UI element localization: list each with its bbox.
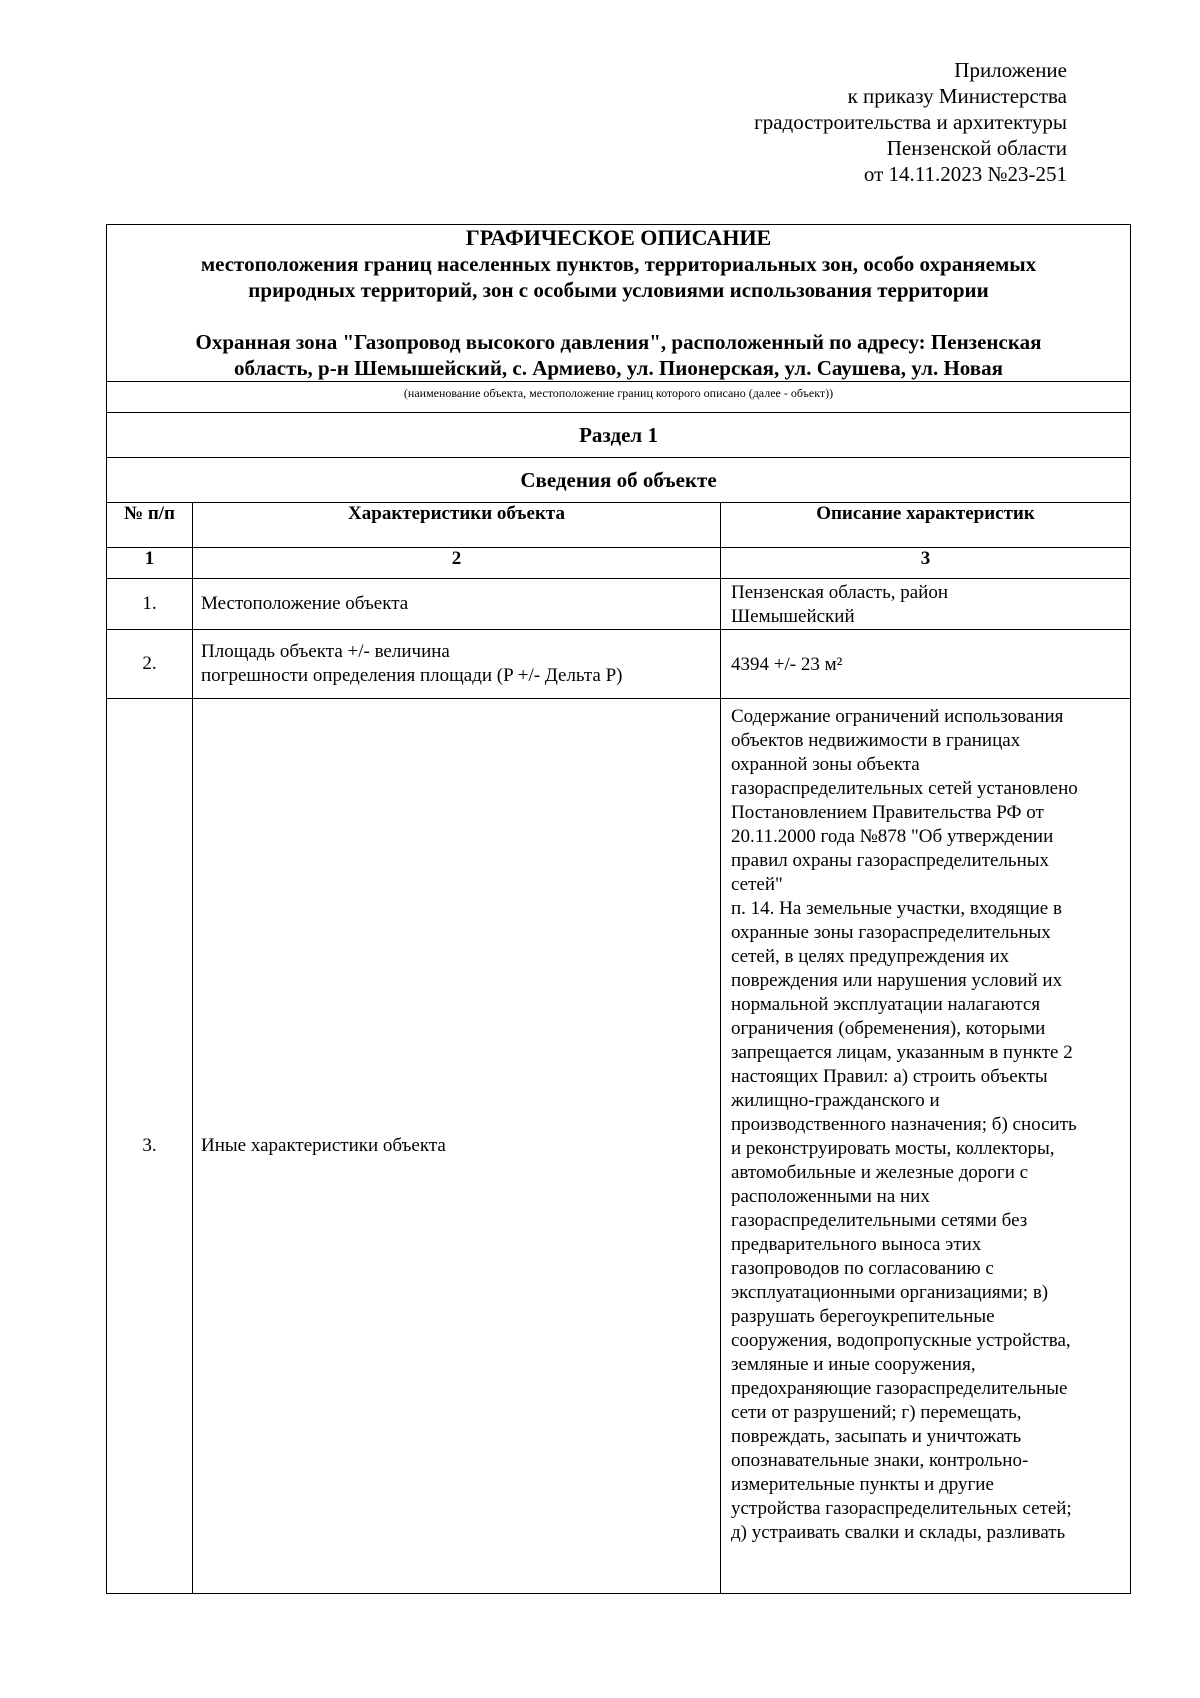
row-characteristic: Иные характеристики объекта — [193, 699, 721, 1594]
object-name-note: (наименование объекта, местоположение границ которого описано (далее - объект)) — [107, 382, 1131, 413]
row-description: Пензенская область, район Шемышейский — [721, 579, 1131, 630]
column-header-description: Описание характеристик — [721, 503, 1131, 548]
row-characteristic: Площадь объекта +/- величина погрешности определения площади (P +/- Дельта P) — [193, 630, 721, 699]
table-row — [107, 630, 1131, 699]
approval-line: Приложение — [954, 58, 1067, 82]
table-row — [107, 699, 1131, 1594]
column-header-number: № п/п — [107, 503, 193, 548]
section-title: Раздел 1 — [107, 413, 1131, 458]
approval-line: Пензенской области — [886, 136, 1067, 160]
object-name-line: область, р-н Шемышейский, с. Армиево, ул. Пионерская, ул. Саушева, ул. Новая — [234, 356, 1003, 380]
column-number: 1 — [107, 548, 193, 579]
approval-date-number: от 14.11.2023 №23-251 — [863, 162, 1067, 186]
row-number: 2. — [107, 630, 193, 699]
row-number: 1. — [107, 579, 193, 630]
object-name-line: Охранная зона "Газопровод высокого давления", расположенный по адресу: Пензенская — [195, 330, 1042, 354]
row-characteristic: Местоположение объекта — [193, 579, 721, 630]
document-header — [107, 225, 1131, 382]
row-description: Содержание ограничений использования объектов недвижимости в границах охранной зоны объекта газораспределительных сетей установлено Постановлением Правительства РФ от 20.11.2000 года №878 "Об утверждении правил охраны газораспределительных сетей" п. 14. На земельные участки, входящие в охранные зоны газораспределительных сетей, в целях предупреждения их повреждения или нарушения условий их нормальной эксплуатации налагаются ограничения (обременения), которыми запрещается лицам, указанным в пункте 2 настоящих Правил: а) строить объекты жилищно-гражданского и производственного назначения; б) сносить и реконструировать мосты, коллекторы, автомобильные и железные дороги с расположенными на них газораспределительными сетями без предварительного выноса этих газопроводов по согласованию с эксплуатационными организациями; в) разрушать берегоукрепительные сооружения, водопропускные устройства, земляные и иные сооружения, предохраняющие газораспределительные сети от разрушений; г) перемещать, повреждать, засыпать и уничтожать опознавательные знаки, контрольно- измерительные пункты и другие устройства газораспределительных сетей; д) устраивать свалки и склады, разливать — [721, 699, 1131, 1594]
document-title: ГРАФИЧЕСКОЕ ОПИСАНИЕ — [465, 225, 772, 250]
section-subtitle: Сведения об объекте — [107, 458, 1131, 503]
column-header-characteristic: Характеристики объекта — [193, 503, 721, 548]
row-number: 3. — [107, 699, 193, 1594]
column-number: 2 — [193, 548, 721, 579]
approval-block — [754, 57, 1067, 187]
document-subtitle-line: местоположения границ населенных пунктов, территориальных зон, особо охраняемых — [200, 252, 1037, 276]
table-row — [107, 579, 1131, 630]
graphic-description-table — [106, 224, 1131, 1594]
column-number: 3 — [721, 548, 1131, 579]
row-description: 4394 +/- 23 м² — [721, 630, 1131, 699]
approval-line: градостроительства и архитектуры — [754, 110, 1067, 134]
document-subtitle-line: природных территорий, зон с особыми условиями использования территории — [248, 278, 989, 302]
approval-line: к приказу Министерства — [847, 84, 1067, 108]
